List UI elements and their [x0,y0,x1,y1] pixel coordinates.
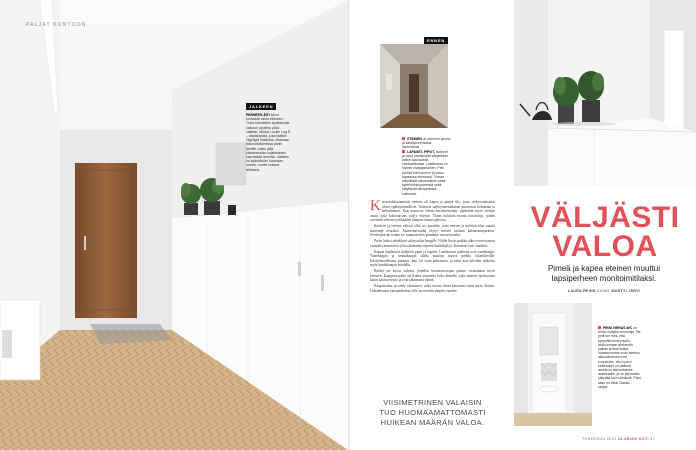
before-caption-2 [402,150,450,196]
bullet-square [598,326,601,329]
left-caption-box [246,95,292,172]
before-caption-1-lead: STEINEN [407,137,422,141]
drop-cap: K [370,198,381,214]
pull-quote-line-3: HUIKEAN MÄÄRÄN VALOA. [380,418,485,427]
footer-brand: GLORIAN KOTI [617,437,649,441]
guest-wc-photo [514,303,592,426]
before-caption-2-text: avaimet ja muut pientavarat säilytetään pelkin alaosa/eitä vetolaatikoissa. Laatikoissa on Mamm mattapintainen. Pieli kyvtää Kiert lurmun ja valon kapeassa eteisessä. Tilassa säilyttävät ulkoavasioiri vaate syttelmunkuparenstä sekä nätyttävät olkupeniskat kukkansit. [402,149,448,196]
bullet-square [402,150,405,153]
byline-photo-label: KUVAT [597,289,611,293]
dresser-photo [514,0,696,186]
pull-quote-line-2: TUO HUOMAAMATTOMASTI [379,408,486,417]
body-paragraph-2: Keittiön ja eteisen välissä ollut wc purettiin, jotta eteisen ja keittiön tilaa saatiin suurempi avaraksi. Asuntomessuilta löytyi eteisen lattiaan kalanruotoparketti. Eteiskäytävän toinen wc kunnostettiin pienehkö vierasvessaksi. [370,224,495,237]
byline-author: LAURA REINÄ [567,289,596,293]
body-paragraph-3: Perhe halusi tehokkaat säilytystilat kengille. Näille löytyi paikka ulko-oven vieressä vaalealta komerosta, joka takenastin täyteen kenkähyllyä. Komeron ovet suurttiin. [370,239,495,248]
page-number: 47 [650,437,656,441]
bullet-square [402,137,405,140]
headline-line-2: VALOA [552,230,658,263]
article-body [370,200,495,295]
page-footer [582,437,655,441]
bottom-caption [598,326,642,389]
before-hallway-photo [380,44,448,128]
body-paragraph-5: Keittiö on hyvin valoisa, jotenkin huoneenostojan pääsee virtaamaan myös eteiseen. Kaappien pääty on lisäksi asennettu koko alueelle, joka valaisee epäsuorasti katon kautta eteistä ja ovat jakamassa elämä. [370,269,495,282]
body-paragraph-1: Kerrostalohuoneiston eteinen oli kapea ja pimeä tila, jossa säilytysratkaisut olivat epäkäytännölliset. Toimivat säilytysmeratkaisut puuttuivat kokonaan ja kellaritannut. Kun asuntoon tehtiin kerittäremontti, päätettiin myös eteinen uusia, jotta kokonaisuus säilyy ehyenä. Tilaan haluttiin monia toimintoja, joiden toivottiin olevan tyylikkäästi kaapien takana piilossa. [370,198,495,222]
lead-line-2: lapsiperheen monitoimitilaksi. [551,274,657,283]
pull-quote-line-1: VIISIMETRINEN VALAISIN [383,398,482,407]
before-caption-1-text: oli aiemmin pimeä ja säkälyineensakai viemeltonai. [402,137,450,150]
byline [516,289,692,293]
section-label: PALJAT KUNTOON [26,22,87,28]
footer-issue: TOUKOKUU 2021 [582,437,617,441]
left-caption-text: toivoi runsaasti valoa eteiseen. Tuiva toteutettiin sijoittamalla katkoon upotettu pitkä valaisin, Modus Lucien Log R – valaisinpaloi, joka lisättiin Highlight valaistus –tiloissasi. Ikkunoitutkielessa portin järmitti, miten jätiä yläsisnetoilen valaistuksen saa sisään auroihin. Valaisin on kytkettävän huomaan mimon, muttei koskeä lehtokea. [246,113,291,172]
left-caption [246,113,292,172]
gutter [348,0,350,450]
pull-quote [360,398,505,428]
before-caption-1 [402,137,450,150]
photo-tag-after: JALKEEN [246,103,276,110]
byline-photographer: MARTTI JÄRVI [611,289,641,293]
body-paragraph-6: Kaapistoihin on tehty valaisimet, jotka tuovat tilaan kaivattua valoa myös iltaisin. Uuhaleivassa lapsiperheessä sille on tarvetta ympäri vuoden. [370,284,495,293]
before-caption-2-lead: LAPASET, PIPOT, [407,149,435,154]
bottom-caption-text: on ennen kuljailin suunnaja Tila petti ton mini, että pysyvällemme paatin lisähuomaan ambientin paikan ja tilan lisäys. Vaaleanmusta ovan asettuu alkuvaiheessa ovat huoneiden. Wc:n pieni peilikaappi on päässä asuntoon lasituotteissa asiakkaalle, ja se järjestään säilyttää kuin ulkoilulle. Pieni allas on Ideal Classic -sarjaa. [598,326,641,389]
left-caption-lead: PERHEEN ÄITI [246,113,270,117]
bottom-caption-lead: PIENI VIERAS-WC [603,326,633,330]
headline-line-1: VÄLJÄSTI [530,201,680,234]
article-lead [516,264,692,284]
body-paragraph-4: Kapeat laatikostot kätkevät pipot ja lapaset. Laatikoston jatkeena ovat vaatekaapit. Vaatekaapin ja kenkäkaapin tilalta puuttuu sopiva penkki sulatellavalle. Käyttöturvallisuus paranee, kun voi istua pukemaan, ja tämä asia tulisikin ratkaista myös kenkäkaapin kohdalla. [370,249,495,267]
before-caption [402,137,450,196]
article-headline [520,203,690,261]
photo-tag-before: ENNEN [424,37,448,44]
lead-line-1: Pimeä ja kapea eteinen muuttui [547,264,661,273]
plant-1 [181,183,201,215]
